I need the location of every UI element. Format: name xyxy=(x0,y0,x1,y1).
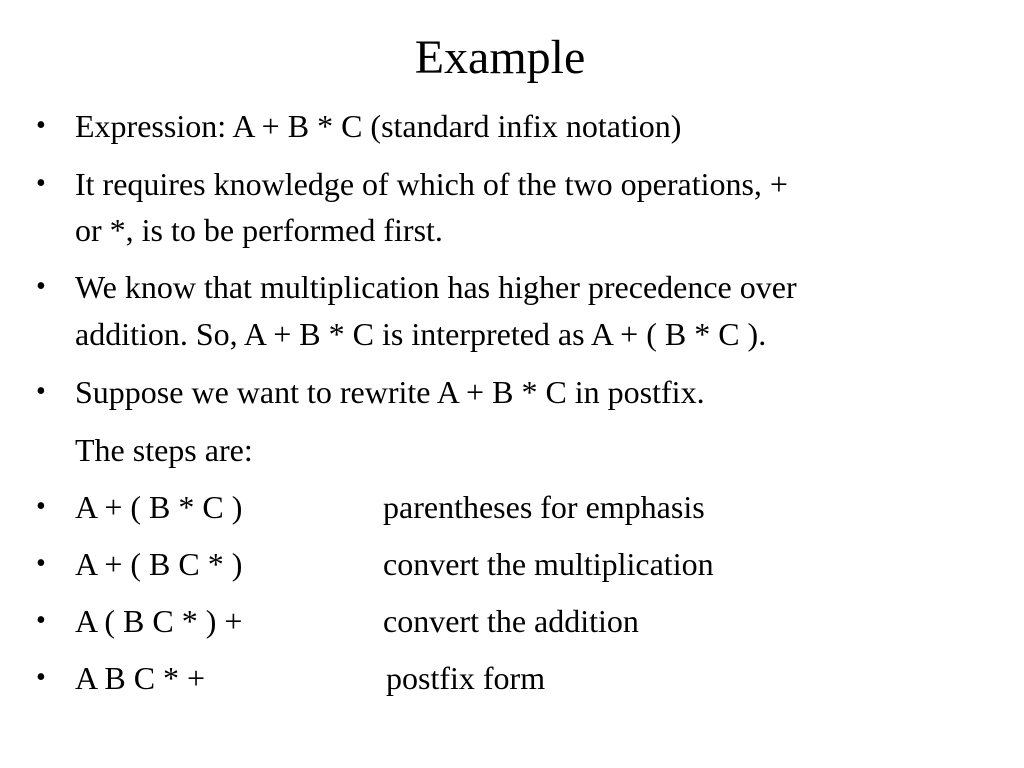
bullet-text: addition. So, A + B * C is interpreted as A + ( B * C ). xyxy=(75,316,767,352)
bullet-marker: • xyxy=(36,110,46,141)
bullet-text: We know that multiplication has higher precedence over xyxy=(75,269,797,305)
bullet-marker: • xyxy=(36,662,46,693)
step-expression: A ( B C * ) + xyxy=(75,603,243,639)
step-description: parentheses for emphasis xyxy=(383,489,705,525)
step-expression: A + ( B C * ) xyxy=(75,546,243,582)
bullet-text: or *, is to be performed first. xyxy=(75,212,443,248)
step-expression: A B C * + xyxy=(75,660,206,696)
bullet-marker: • xyxy=(36,168,46,199)
bullet-marker: • xyxy=(36,605,46,636)
bullet-marker: • xyxy=(36,491,46,522)
bullet-marker: • xyxy=(36,376,46,407)
step-description: convert the multiplication xyxy=(383,546,714,582)
step-description: postfix form xyxy=(386,660,546,696)
bullet-text: Suppose we want to rewrite A + B * C in postfix. xyxy=(75,374,705,410)
step-expression: A + ( B * C ) xyxy=(75,489,243,525)
bullet-marker: • xyxy=(36,548,46,579)
slide-title: Example xyxy=(414,31,586,84)
bullet-text: It requires knowledge of which of the two operations, + xyxy=(75,166,788,202)
steps-intro-text: The steps are: xyxy=(75,432,253,468)
bullet-marker: • xyxy=(36,271,46,302)
bullet-text: Expression: A + B * C (standard infix notation) xyxy=(75,108,682,144)
step-description: convert the addition xyxy=(383,603,639,639)
